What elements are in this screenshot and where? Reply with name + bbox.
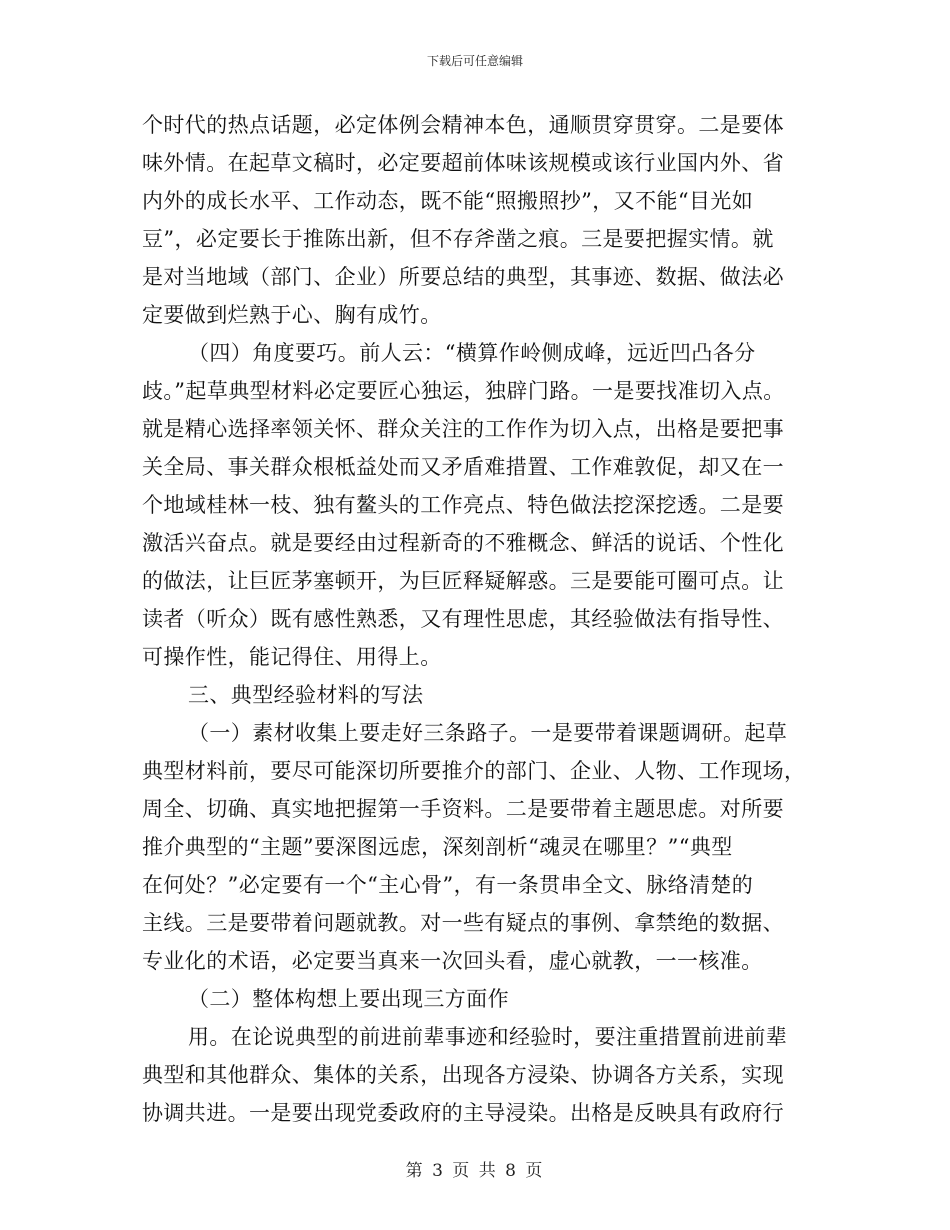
text-line: 歧。”起草典型材料必定要匠心独运，独辟门路。一是要找准切入点。 xyxy=(142,379,785,403)
text-line: 推介典型的“主题”要深图远虑，深刻剖析“魂灵在哪里？”“典型 xyxy=(142,835,733,859)
text-line: 可操作性，能记得住、用得上。 xyxy=(142,645,442,669)
text-line: 豆”，必定要长于推陈出新，但不存斧凿之痕。三是要把握实情。就 xyxy=(142,227,774,251)
header-note: 下载后可任意编辑 xyxy=(426,54,523,68)
text-line: 典型和其他群众、集体的关系，出现各方浸染、协调各方关系，实现 xyxy=(142,1063,784,1087)
text-line: 是对当地域（部门、企业）所要总结的典型，其事迹、数据、做法必 xyxy=(142,265,784,289)
text-line: （二）整体构想上要出现三方面作 xyxy=(188,987,509,1011)
page-number: 第 3 页 共 8 页 xyxy=(405,1161,545,1181)
text-line: 用。在论说典型的前进前辈事迹和经验时，要注重措置前进前辈 xyxy=(188,1025,788,1049)
text-line: 典型材料前，要尽可能深切所要推介的部门、企业、人物、工作现场， xyxy=(142,759,806,783)
text-line: 内外的成长水平、工作动态，既不能“照搬照抄”，又不能“目光如 xyxy=(142,189,754,213)
text-line: 激活兴奋点。就是要经由过程新奇的不雅概念、鲜活的说话、个性化 xyxy=(142,531,784,555)
text-line: （一）素材收集上要走好三条路子。一是要带着课题调研。起草 xyxy=(188,721,788,745)
text-line: （四）角度要巧。前人云：“横算作岭侧成峰，远近凹凸各分 xyxy=(188,341,756,365)
text-line: 的做法，让巨匠茅塞顿开，为巨匠释疑解惑。三是要能可圈可点。让 xyxy=(142,569,784,593)
text-line: 就是精心选择率领关怀、群众关注的工作作为切入点，出格是要把事 xyxy=(142,417,784,441)
text-line: 协调共进。一是要出现党委政府的主导浸染。出格是反映具有政府行 xyxy=(142,1101,784,1125)
text-line: 主线。三是要带着问题就教。对一些有疑点的事例、拿禁绝的数据、 xyxy=(142,911,784,935)
text-line: 定要做到烂熟于心、胸有成竹。 xyxy=(142,303,442,327)
text-line: 在何处？”必定要有一个“主心骨”，有一条贯串全文、脉络清楚的 xyxy=(142,873,754,897)
text-line: 读者（听众）既有感性熟悉，又有理性思虑，其经验做法有指导性、 xyxy=(142,607,784,631)
text-line: 个时代的热点话题，必定体例会精神本色，通顺贯穿贯穿。二是要体 xyxy=(142,113,784,137)
text-line: 专业化的术语，必定要当真来一次回头看，虚心就教，一一核准。 xyxy=(142,949,763,973)
text-line: 味外情。在起草文稿时，必定要超前体味该规模或该行业国内外、省 xyxy=(142,151,784,175)
text-line: 关全局、事关群众根柢益处而又矛盾难措置、工作难敦促，却又在一 xyxy=(142,455,784,479)
text-line: 周全、切确、真实地把握第一手资料。二是要带着主题思虑。对所要 xyxy=(142,797,784,821)
text-line: 个地域桂林一枝、独有鳌头的工作亮点、特色做法挖深挖透。二是要 xyxy=(142,493,784,517)
section-heading: 三、典型经验材料的写法 xyxy=(188,683,424,707)
